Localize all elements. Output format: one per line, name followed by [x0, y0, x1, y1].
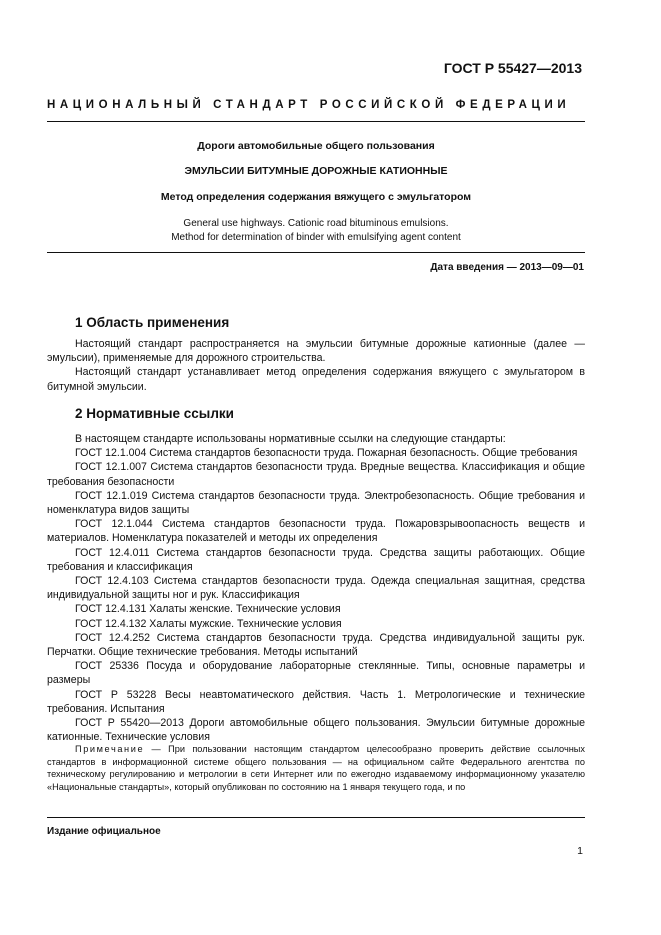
header-rule — [47, 121, 585, 122]
section-1-heading: 1 Область применения — [75, 315, 230, 330]
english-title-line-1: General use highways. Cationic road bituminous emulsions. — [183, 218, 449, 229]
footer-rule — [47, 817, 585, 818]
official-edition-label: Издание официальное — [47, 826, 161, 837]
page-number: 1 — [577, 845, 583, 857]
references-intro: В настоящем стандарте использованы нормативные ссылки на следующие стандарты: — [75, 433, 506, 445]
paragraph: Настоящий стандарт устанавливает метод определения содержания вяжущего с эмульгатором в битумной эмульсии. — [47, 366, 585, 393]
paragraph: Настоящий стандарт распространяется на эмульсии битумные дорожные катионные (далее — эмульсии), применяемые для дорожного строительства. — [47, 338, 585, 365]
reference-item: ГОСТ 12.1.004 Система стандартов безопасности труда. Пожарная безопасность. Общие требования — [75, 447, 578, 460]
note-text: — При пользовании настоящим стандартом целесообразно проверить действие ссылочных стандартов в информационной системе общего пользования — на официальном сайте Федерального агентства по техническому регулированию и метрологии в сети Интернет или по ежегодно издаваемому информационному указателю «Национальные стандарты», который опубликован по состоянию на 1 января текущего года, и по — [47, 744, 585, 792]
reference-item: ГОСТ 12.4.103 Система стандартов безопасности труда. Одежда специальная защитная, средства индивидуальной защиты ног и рук. Классификация — [47, 575, 585, 602]
section-2-heading: 2 Нормативные ссылки — [75, 406, 234, 421]
section-2-body — [47, 432, 585, 744]
reference-item: ГОСТ 12.4.011 Система стандартов безопасности труда. Средства защиты работающих. Общие требования и классификация — [47, 546, 585, 573]
national-standard-banner: НАЦИОНАЛЬНЫЙ СТАНДАРТ РОССИЙСКОЙ ФЕДЕРАЦИИ — [47, 99, 571, 111]
reference-item: ГОСТ Р 53228 Весы неавтоматического действия. Часть 1. Метрологические и технические требования. Испытания — [47, 688, 585, 715]
reference-item: ГОСТ 12.1.019 Система стандартов безопасности труда. Электробезопасность. Общие требования и номенклатура видов защиты — [47, 489, 585, 517]
title-method: Метод определения содержания вяжущего с эмульгатором — [160, 191, 472, 203]
standard-number: ГОСТ Р 55427—2013 — [443, 60, 582, 76]
title-main: ЭМУЛЬСИИ БИТУМНЫЕ ДОРОЖНЫЕ КАТИОННЫЕ — [184, 165, 448, 177]
reference-item: ГОСТ 12.4.252 Система стандартов безопасности труда. Средства индивидуальной защиты рук. Перчатки. Общие технические требования. Методы испытаний — [47, 631, 585, 659]
note-label: Примечание — [75, 744, 145, 754]
section-1-body — [47, 337, 585, 394]
introduction-date: Дата введения — 2013—09—01 — [430, 262, 584, 273]
note — [47, 743, 585, 793]
reference-item: ГОСТ 12.1.044 Система стандартов безопасности труда. Пожаровзрывоопасность веществ и материалов. Номенклатура показателей и методы их определения — [47, 518, 585, 545]
reference-item: ГОСТ Р 55420—2013 Дороги автомобильные общего пользования. Эмульсии битумные дорожные катионные. Технические условия — [47, 717, 585, 744]
title-rule — [47, 252, 585, 253]
english-title — [47, 217, 585, 245]
english-title-line-2: Method for determination of binder with emulsifying agent content — [171, 232, 461, 243]
reference-item: ГОСТ 12.1.007 Система стандартов безопасности труда. Вредные вещества. Классификация и общие требования безопасности — [47, 461, 585, 488]
title-subtitle: Дороги автомобильные общего пользования — [197, 140, 435, 152]
reference-item: ГОСТ 12.4.131 Халаты женские. Технические условия — [75, 603, 341, 616]
reference-item: ГОСТ 12.4.132 Халаты мужские. Технические условия — [75, 617, 342, 630]
reference-item: ГОСТ 25336 Посуда и оборудование лабораторные стеклянные. Типы, основные параметры и размеры — [47, 660, 585, 687]
